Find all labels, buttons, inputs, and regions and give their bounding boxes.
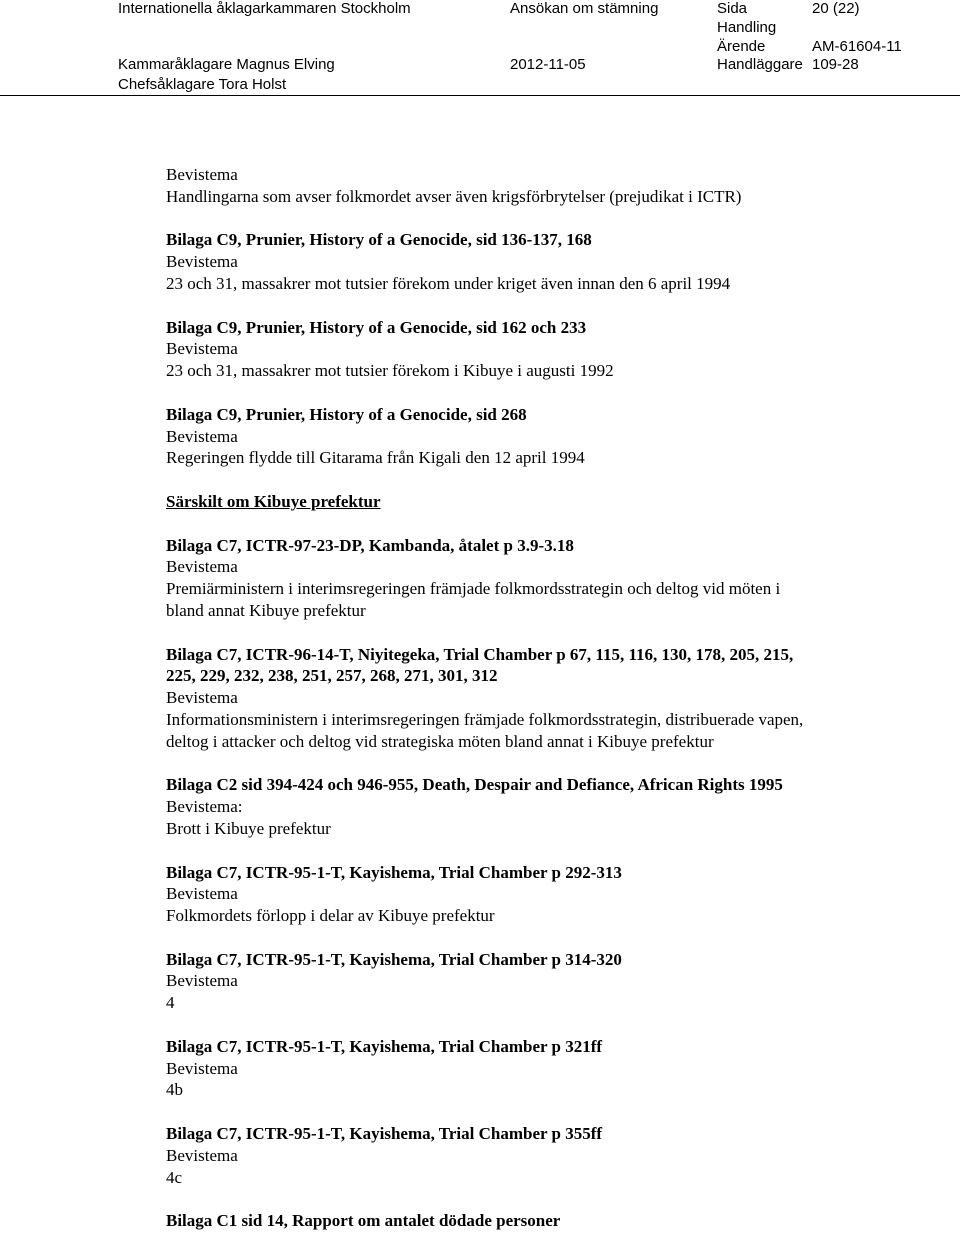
bevistema-text: Brott i Kibuye prefektur xyxy=(166,818,331,838)
evidence-title: Bilaga C1 sid 14, Rapport om antalet dödade personer xyxy=(166,1211,561,1231)
evidence-block xyxy=(166,774,886,839)
evidence-block xyxy=(166,644,886,753)
evidence-title: Bilaga C7, ICTR-96-14-T, Niyitegeka, Trial Chamber p 67, 115, 116, 130, 178, 205, 215, xyxy=(166,644,794,664)
bevistema-text: bland annat Kibuye prefektur xyxy=(166,600,366,620)
bevistema-text: Folkmordets förlopp i delar av Kibuye prefektur xyxy=(166,906,495,926)
evidence-title: Bilaga C7, ICTR-95-1-T, Kayishema, Trial Chamber p 292-313 xyxy=(166,862,622,882)
bevistema-label: Bevistema xyxy=(166,1058,238,1078)
evidence-block xyxy=(166,317,886,382)
bevistema-text: Regeringen flydde till Gitarama från Kigali den 12 april 1994 xyxy=(166,448,585,468)
bevistema-label: Bevistema xyxy=(166,688,238,708)
evidence-block xyxy=(166,862,886,927)
header-page-number: 20 (22) xyxy=(812,0,860,17)
bevistema-label: Bevistema xyxy=(166,339,238,359)
header-prosecutor-2: Chefsåklagare Tora Holst xyxy=(118,76,287,93)
bevistema-label: Bevistema xyxy=(166,426,238,446)
evidence-block xyxy=(166,404,886,469)
evidence-block xyxy=(166,1036,886,1101)
header-handling-label: Handling xyxy=(717,19,777,36)
bevistema-text: Premiärministern i interimsregeringen främjade folkmordsstrategin och deltog vid möten i xyxy=(166,579,781,599)
evidence-title: Bilaga C9, Prunier, History of a Genocide, sid 162 och 233 xyxy=(166,317,587,337)
document-body xyxy=(166,164,886,1232)
header-page-label: Sida xyxy=(717,0,748,17)
evidence-title: Bilaga C7, ICTR-95-1-T, Kayishema, Trial Chamber p 314-320 xyxy=(166,949,622,969)
bevistema-text: 23 och 31, massakrer mot tutsier förekom i Kibuye i augusti 1992 xyxy=(166,361,614,381)
evidence-block xyxy=(166,949,886,1014)
bevistema-text: 4c xyxy=(166,1167,183,1187)
bevistema-label: Bevistema xyxy=(166,1145,238,1165)
evidence-title: Bilaga C7, ICTR-97-23-DP, Kambanda, åtalet p 3.9-3.18 xyxy=(166,535,574,555)
header-organization: Internationella åklagarkammaren Stockholm xyxy=(118,0,411,17)
header-rule xyxy=(0,95,960,96)
bevistema-text: 23 och 31, massakrer mot tutsier förekom under kriget även innan den 6 april 1994 xyxy=(166,273,731,293)
evidence-title: Bilaga C2 sid 394-424 och 946-955, Death, Despair and Defiance, African Rights 1995 xyxy=(166,775,783,795)
bevistema-label: Bevistema xyxy=(166,252,238,272)
bevistema-label: Bevistema: xyxy=(166,797,243,817)
header-arende-label: Ärende xyxy=(717,38,766,55)
evidence-title: 225, 229, 232, 238, 251, 257, 268, 271, 301, 312 xyxy=(166,666,498,686)
header-handlaggare-number: 109-28 xyxy=(812,56,859,73)
evidence-title: Bilaga C9, Prunier, History of a Genocide, sid 136-137, 168 xyxy=(166,230,592,250)
bevistema-text: Handlingarna som avser folkmordet avser även krigsförbrytelser (prejudikat i ICTR) xyxy=(166,186,742,206)
bevistema-label: Bevistema xyxy=(166,165,238,184)
evidence-title: Bilaga C7, ICTR-95-1-T, Kayishema, Trial Chamber p 355ff xyxy=(166,1124,603,1144)
header-date: 2012-11-05 xyxy=(510,56,586,73)
bevistema-label: Bevistema xyxy=(166,971,238,991)
header-handlaggare-label: Handläggare xyxy=(717,56,803,73)
evidence-title: Bilaga C9, Prunier, History of a Genocide, sid 268 xyxy=(166,404,527,424)
header-prosecutor-1: Kammaråklagare Magnus Elving xyxy=(118,56,335,73)
bevistema-text: deltog i attacker och deltog vid strategiska möten bland annat i Kibuye prefektur xyxy=(166,731,714,751)
header-arende-number: AM-61604-11 xyxy=(812,38,902,55)
evidence-block xyxy=(166,1123,886,1188)
bevistema-label: Bevistema xyxy=(166,557,238,577)
header-document-type: Ansökan om stämning xyxy=(510,0,659,17)
evidence-block xyxy=(166,164,886,208)
bevistema-text: 4b xyxy=(166,1080,183,1100)
bevistema-text: Informationsministern i interimsregeringen främjade folkmordsstrategin, distribuerade vapen, xyxy=(166,709,804,729)
evidence-block xyxy=(166,535,886,622)
evidence-block xyxy=(166,229,886,294)
bevistema-text: 4 xyxy=(166,993,175,1013)
evidence-title: Bilaga C7, ICTR-95-1-T, Kayishema, Trial Chamber p 321ff xyxy=(166,1036,603,1056)
evidence-block xyxy=(166,1210,886,1232)
section-heading: Särskilt om Kibuye prefektur xyxy=(166,491,381,511)
bevistema-label: Bevistema xyxy=(166,884,238,904)
